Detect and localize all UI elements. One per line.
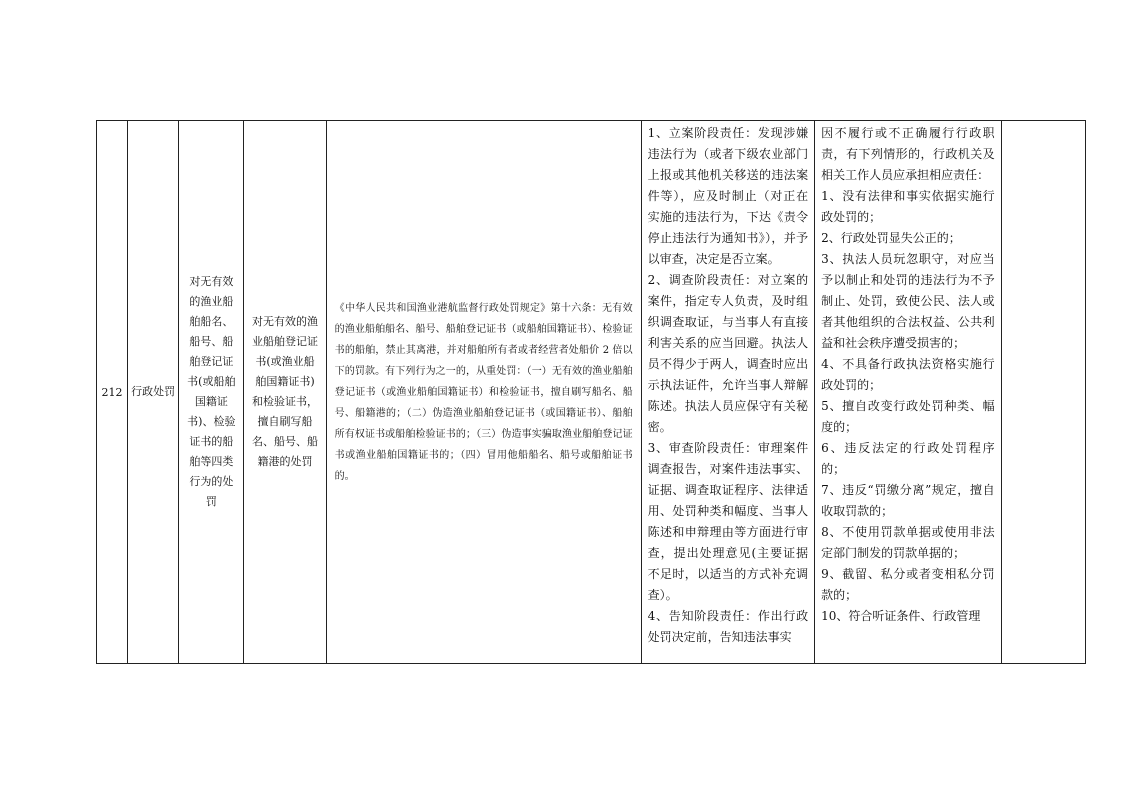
remarks-cell [1001, 121, 1085, 664]
accountability-list [815, 121, 1001, 663]
accountability-item: 5、擅自改变行政处罚种类、幅度的； [821, 399, 995, 434]
accountability-item: 因不履行或不正确履行行政职责，有下列情形的，行政机关及相关工作人员应承担相应责任： [821, 126, 995, 182]
accountability-item: 4、不具备行政执法资格实施行政处罚的； [821, 357, 995, 392]
accountability-item: 3、执法人员玩忽职守，对应当予以制止和处罚的违法行为不予制止、处罚，致使公民、法人或者其他组织的合法权益、公共利益和社会秩序遭受损害的； [821, 252, 995, 350]
accountability-item: 8、不使用罚款单据或使用非法定部门制发的罚款单据的； [821, 525, 995, 560]
row-number-cell [97, 121, 128, 664]
responsibility-item: 2、调查阶段责任：对立案的案件，指定专人负责，及时组织调查取证，与当事人有直接利害关系的应当回避。执法人员不得少于两人，调查时应出示执法证件，允许当事人辩解陈述。执法人员应保守有关秘密。 [647, 273, 809, 434]
legal-basis [327, 123, 641, 661]
remarks [1002, 123, 1085, 661]
responsibility-item: 4、告知阶段责任：作出行政处罚决定前，告知违法事实 [647, 609, 809, 644]
legal-basis-text: 《中华人民共和国渔业港航监督行政处罚规定》第十六条：无有效的渔业船舶船名、船号、船舶登记证书（或船舶国籍证书）、检验证书的船舶，禁止其离港，并对船舶所有者或者经营者处船价 2 倍以下的罚款。有下列行为之一的，从重处罚：（一）无有效的渔业船舶登记证书（或渔业船舶国籍证书）和检验证书，擅自刷写船名、船号、船籍港的；（二）伪造渔业船舶登记证书（或国籍证书）、船舶所有权证书或船舶检验证书的；（三）伪造事实骗取渔业船舶登记证书或渔业船舶国籍证书的；（四）冒用他船船名、船号或船舶证书的。 [334, 302, 633, 482]
accountability-item: 2、行政处罚显失公正的； [821, 231, 961, 245]
table-row [97, 121, 1086, 664]
item-name-cell [179, 121, 244, 664]
responsibility-item: 1、立案阶段责任：发现涉嫌违法行为（或者下级农业部门上报或其他机关移送的违法案件等），应及时制止（对正在实施的违法行为，下达《责令停止违法行为通知书》），并予以审查，决定是否立案。 [647, 126, 809, 266]
responsibility-item: 3、审查阶段责任：审理案件调查报告，对案件违法事实、证据、调查取证程序、法律适用、处罚种类和幅度、当事人陈述和申辩理由等方面进行审查，提出处理意见(主要证据不足时，以适当的方式补充调查）。 [647, 441, 809, 602]
responsibility-list [642, 121, 815, 663]
responsibility-cell [641, 121, 815, 664]
accountability-item: 10、符合听证条件、行政管理 [821, 609, 981, 623]
accountability-item: 7、违反“罚缴分离”规定，擅自收取罚款的； [821, 483, 995, 518]
accountability-item: 6、违反法定的行政处罚程序的； [821, 441, 995, 476]
sub-item-cell [244, 121, 326, 664]
accountability-item: 9、截留、私分或者变相私分罚款的； [821, 567, 995, 602]
power-category: 行政处罚 [131, 385, 176, 398]
accountability-cell [815, 121, 1002, 664]
accountability-item: 1、没有法律和事实依据实施行政处罚的； [821, 189, 995, 224]
category-cell [128, 121, 179, 664]
item-name: 对无有效的渔业船舶船名、船号、船舶登记证书(或船舶国籍证书)、检验证书的船舶等四类行为的处罚 [187, 275, 236, 508]
sub-item-name: 对无有效的渔业船舶登记证书(或渔业船舶国籍证书)和检验证书，擅自刷写船名、船号、船籍港的处罚 [252, 315, 319, 468]
row-number: 212 [101, 385, 123, 399]
legal-basis-cell [326, 121, 641, 664]
power-list-table [96, 120, 1086, 664]
